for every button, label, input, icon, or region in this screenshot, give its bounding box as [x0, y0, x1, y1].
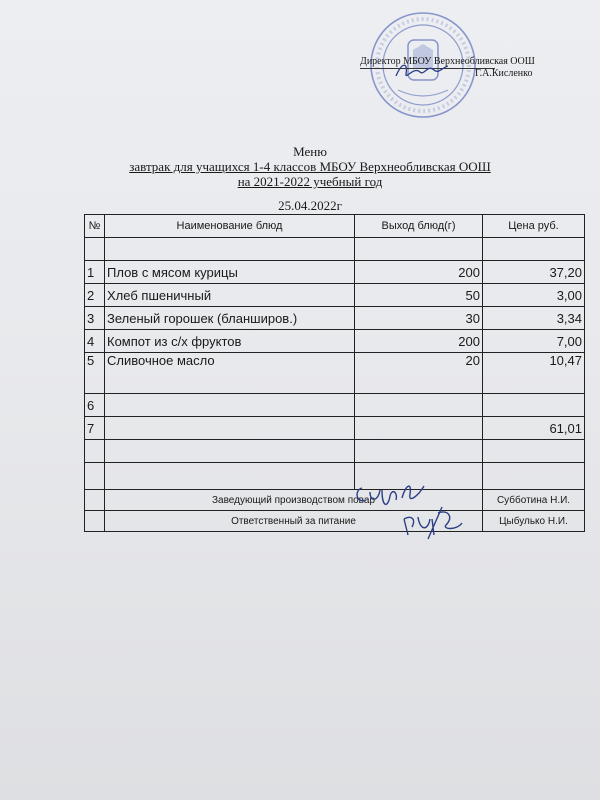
dish-yield: [355, 394, 483, 417]
table-row: [85, 307, 585, 330]
table-row: [85, 261, 585, 284]
responsible-signature-row: [85, 511, 585, 532]
row-number: 6: [85, 394, 105, 417]
table-total-row: [85, 417, 585, 440]
dish-yield: 200: [355, 261, 483, 284]
header-price: Цена руб.: [483, 215, 585, 238]
dish-yield: 200: [355, 330, 483, 353]
dish-price: 3,00: [483, 284, 585, 307]
dish-price: [483, 394, 585, 417]
table-row: [85, 330, 585, 353]
header-number: №: [85, 215, 105, 238]
table-row: [85, 394, 585, 417]
row-number: 5: [85, 353, 105, 394]
responsible-name: Цыбулько Н.И.: [483, 511, 585, 532]
row-number: 1: [85, 261, 105, 284]
approval-block: [360, 56, 590, 80]
approval-director-line: Директор МБОУ Верхнеобливская ООШ: [360, 56, 535, 67]
dish-yield: [355, 417, 483, 440]
menu-title: Меню: [293, 144, 327, 159]
dish-name: Зеленый горошек (бланширов.): [105, 307, 355, 330]
row-number: 2: [85, 284, 105, 307]
total-price: 61,01: [483, 417, 585, 440]
table-header-row: [85, 215, 585, 238]
chef-signature-row: [85, 490, 585, 511]
dish-name: [105, 417, 355, 440]
row-number: 4: [85, 330, 105, 353]
dish-price: 7,00: [483, 330, 585, 353]
menu-subtitle: завтрак для учащихся 1-4 классов МБОУ Верхнеобливская ООШ: [129, 159, 491, 174]
dish-yield: 20: [355, 353, 483, 394]
dish-price: 10,47: [483, 353, 585, 394]
dish-name: [105, 394, 355, 417]
dish-yield: 50: [355, 284, 483, 307]
row-number: 3: [85, 307, 105, 330]
dish-name: Плов с мясом курицы: [105, 261, 355, 284]
dish-price: 3,34: [483, 307, 585, 330]
menu-date: 25.04.2022г: [278, 198, 342, 213]
responsible-label: Ответственный за питание: [105, 511, 483, 532]
chef-label: Заведующий производством повар: [105, 490, 483, 511]
approval-signature-line: [360, 68, 495, 69]
dish-name: Компот из с/х фруктов: [105, 330, 355, 353]
dish-name: Сливочное масло: [105, 353, 355, 394]
chef-name: Субботина Н.И.: [483, 490, 585, 511]
table-row: [85, 284, 585, 307]
dish-price: 37,20: [483, 261, 585, 284]
approval-director-name: Г.А.Кисленко: [475, 68, 533, 79]
table-empty-row: [85, 440, 585, 463]
menu-table: [84, 214, 585, 532]
table-empty-row: [85, 238, 585, 261]
dish-name: Хлеб пшеничный: [105, 284, 355, 307]
table-empty-row: [85, 463, 585, 490]
row-number: 7: [85, 417, 105, 440]
dish-yield: 30: [355, 307, 483, 330]
table-row: [85, 353, 585, 394]
header-yield: Выход блюд(г): [355, 215, 483, 238]
header-dish-name: Наименование блюд: [105, 215, 355, 238]
school-year: на 2021-2022 учебный год: [237, 174, 383, 189]
